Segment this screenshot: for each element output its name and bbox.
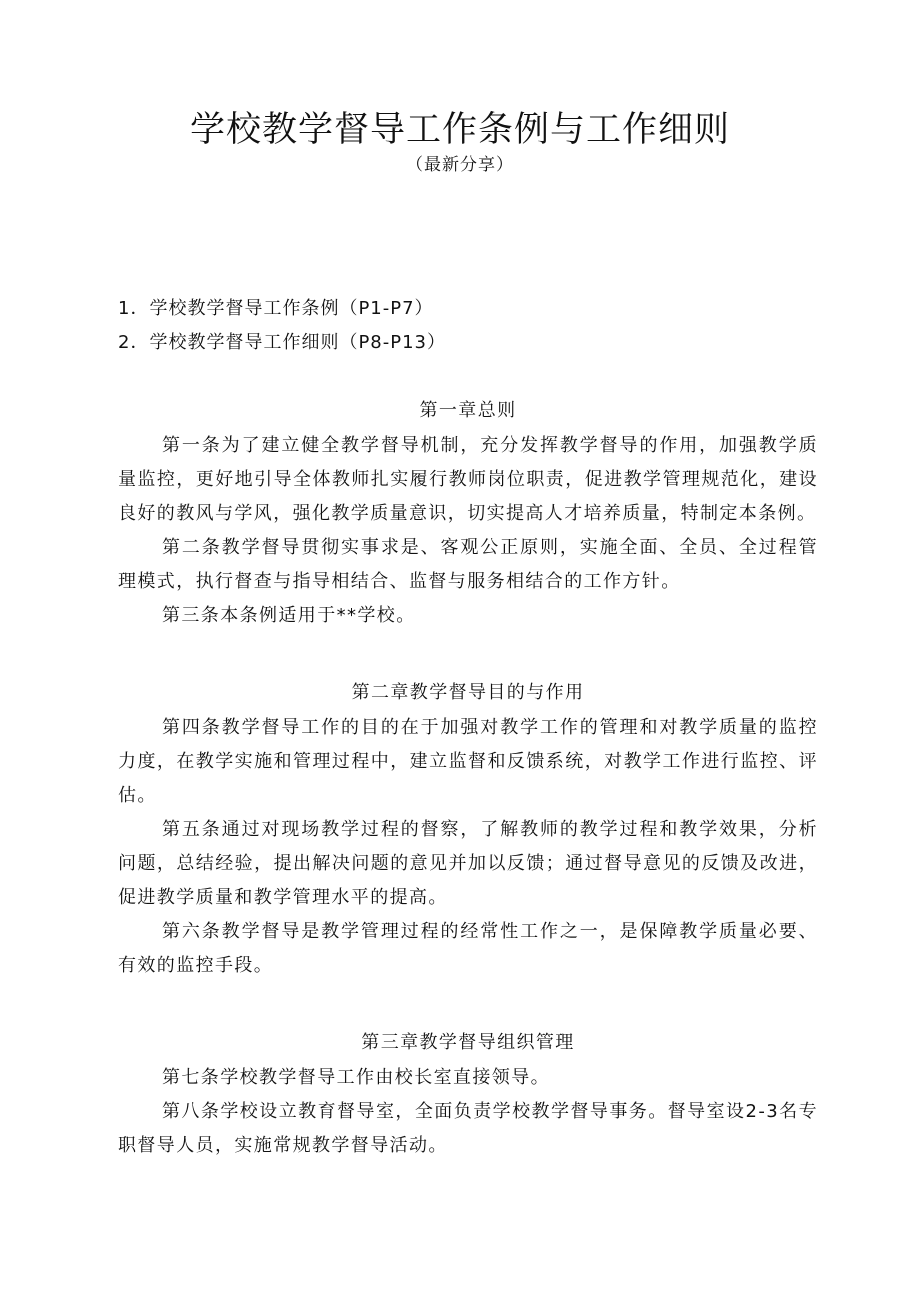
chapter-heading: 第二章教学督导目的与作用 [351,682,585,703]
article-2: 第二条教学督导贯彻实事求是、客观公正原则，实施全面、全员、全过程管理模式，执行督查与指导相结合、监督与服务相结合的工作方针。 [118,537,818,592]
article-5: 第五条通过对现场教学过程的督察，了解教师的教学过程和教学效果，分析问题，总结经验，提出解决问题的意见并加以反馈；通过督导意见的反馈及改进，促进教学质量和教学管理水平的提高。 [118,819,818,908]
toc-item-2: 2．学校教学督导工作细则（P8-P13） [118,332,447,353]
chapter-heading: 第三章教学督导组织管理 [361,1032,575,1053]
chapter-1 [118,393,818,633]
article-1: 第一条为了建立健全教学督导机制，充分发挥教学督导的作用，加强教学质量监控，更好地引导全体教师扎实履行教师岗位职责，促进教学管理规范化，建设良好的教风与学风，强化教学质量意识，切实提高人才培养质量，特制定本条例。 [118,435,818,524]
document-title: 学校教学督导工作条例与工作细则 [189,110,730,150]
chapter-heading: 第一章总则 [419,400,517,421]
table-of-contents [118,292,818,360]
article-8: 第八条学校设立教育督导室，全面负责学校教学督导事务。督导室设2-3名专职督导人员，实施常规教学督导活动。 [118,1101,818,1156]
article-6: 第六条教学督导是教学管理过程的经常性工作之一，是保障教学质量必要、有效的监控手段。 [118,921,818,976]
article-7: 第七条学校教学督导工作由校长室直接领导。 [162,1067,550,1088]
chapter-3 [118,1025,818,1163]
document-body [118,393,818,1163]
toc-item-1: 1．学校教学督导工作条例（P1-P7） [118,298,434,319]
chapter-2 [118,675,818,983]
article-3: 第三条本条例适用于**学校。 [162,605,416,626]
article-4: 第四条教学督导工作的目的在于加强对教学工作的管理和对教学质量的监控力度，在教学实施和管理过程中，建立监督和反馈系统，对教学工作进行监控、评估。 [118,717,818,806]
document-subtitle: （最新分享） [406,155,514,175]
